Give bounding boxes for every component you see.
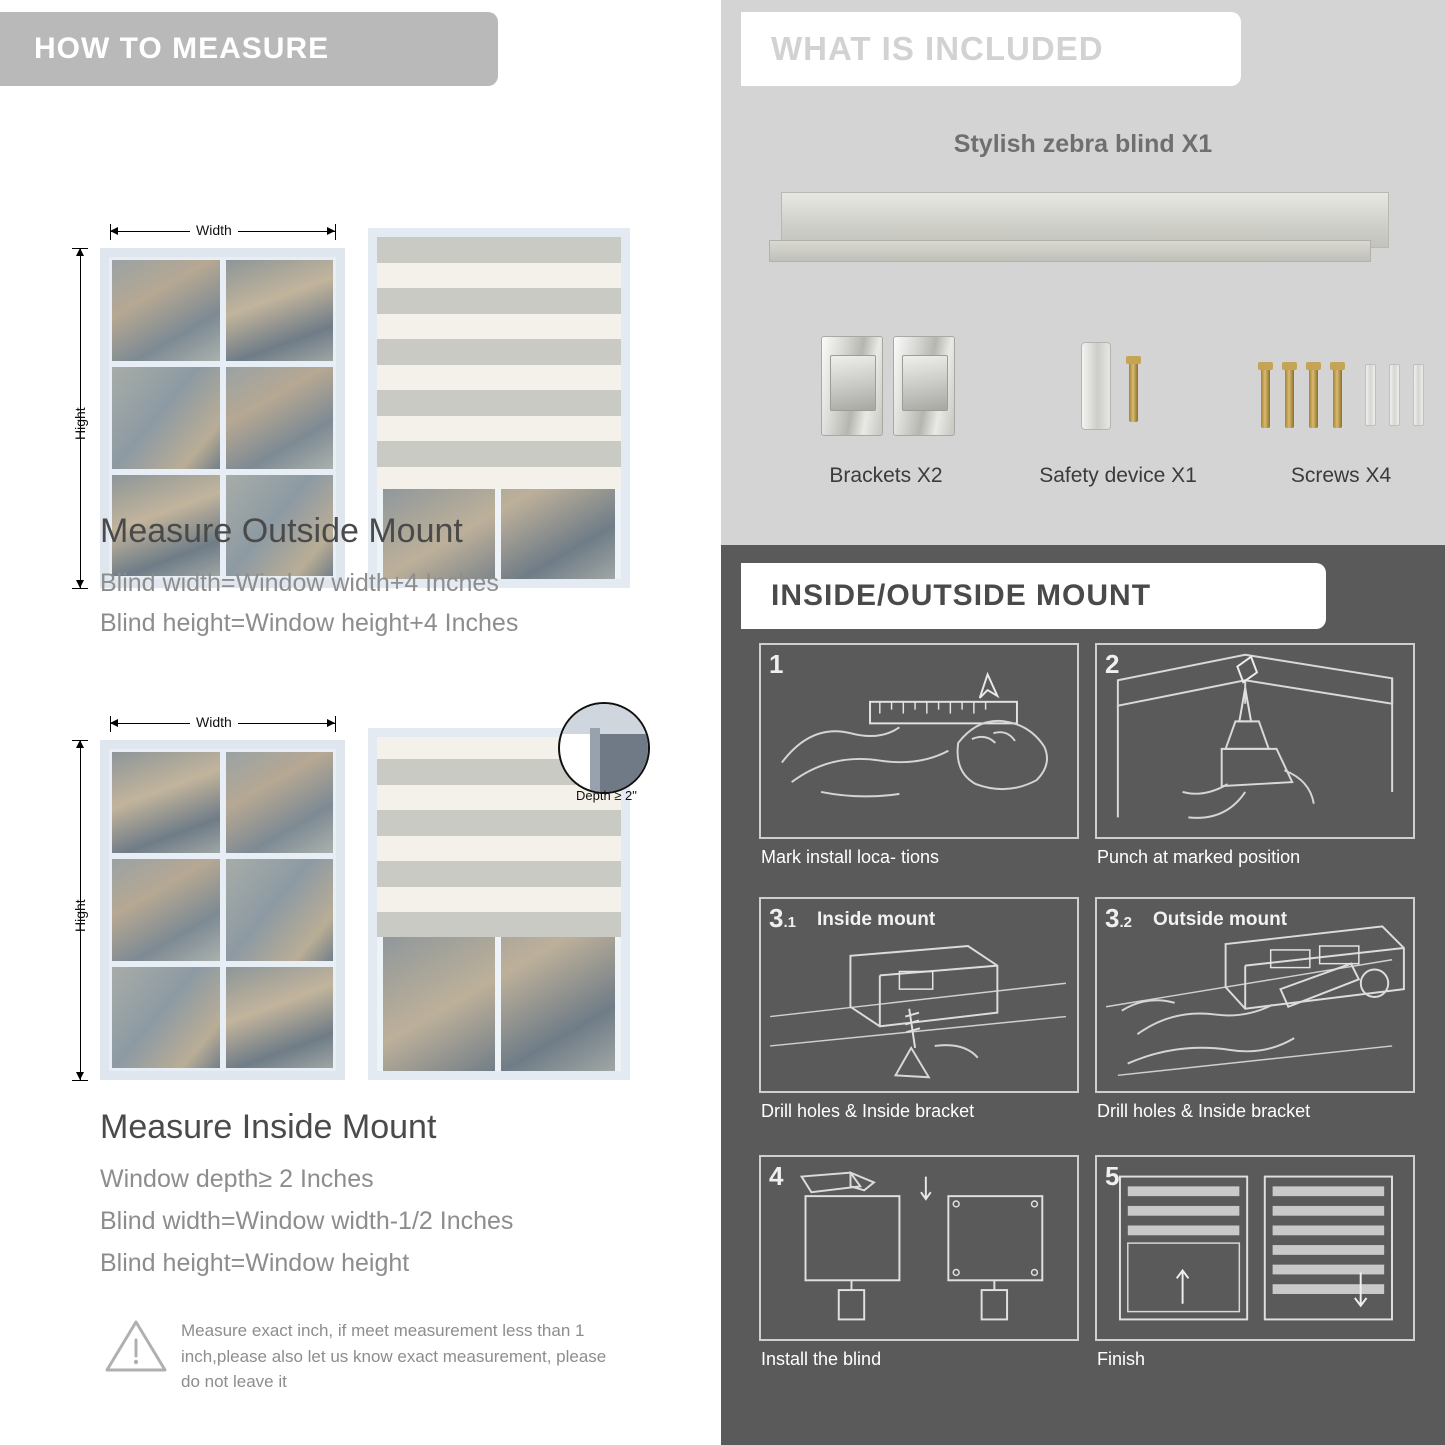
- part-safety-caption: Safety device X1: [1039, 464, 1197, 487]
- step-5-number: 5: [1105, 1161, 1120, 1191]
- inside-mount-line3: Blind height=Window height: [100, 1249, 410, 1277]
- window-photo-inside: [100, 740, 345, 1080]
- main-item-label: Stylish zebra blind X1: [953, 130, 1213, 158]
- what-is-included-banner: WHAT IS INCLUDED: [741, 12, 1241, 86]
- tick: [72, 1080, 88, 1081]
- safety-device-icon: [1081, 342, 1111, 430]
- inside-height-label: Hight: [72, 899, 88, 932]
- tick: [335, 224, 336, 240]
- part-brackets: [771, 318, 1001, 508]
- window-under-blind-inside: [377, 937, 621, 1071]
- inside-width-label: Width: [190, 714, 238, 730]
- inside-mount-title: Measure Inside Mount: [100, 1108, 437, 1146]
- step-4-caption: Install the blind: [761, 1349, 882, 1369]
- inside-mount-diagram: [0, 696, 712, 1116]
- step-3-1-number: 3.1: [769, 903, 796, 933]
- outside-mount-line2: Blind height=Window height+4 Inches: [100, 609, 519, 637]
- inside-mount-line1: Window depth≥ 2 Inches: [100, 1165, 374, 1193]
- outside-width-label: Width: [190, 222, 238, 238]
- step-2-illustration: [1097, 645, 1413, 837]
- step-4-illustration: [761, 1157, 1077, 1339]
- step-5: [1095, 1155, 1415, 1341]
- screw-icon: [1261, 362, 1270, 428]
- step-2-number: 2: [1105, 649, 1120, 679]
- step-3-1-caption: Drill holes & Inside bracket: [761, 1101, 975, 1121]
- step-4-number: 4: [769, 1161, 784, 1191]
- step-1-caption: Mark install loca- tions: [761, 847, 940, 867]
- wall-plug-icon: [1365, 364, 1376, 426]
- part-safety-device: [1009, 318, 1227, 508]
- step-5-caption: Finish: [1097, 1349, 1146, 1369]
- measurement-note-text: Measure exact inch, if meet measurement less than 1 inch,please also let us know exact measurement, please do not leave it: [181, 1321, 607, 1391]
- step-2-caption: Punch at marked position: [1097, 847, 1301, 867]
- step-3-2: [1095, 897, 1415, 1093]
- what-is-included-panel: [721, 0, 1445, 545]
- wall-plug-icon: [1413, 364, 1424, 426]
- tick: [110, 224, 111, 240]
- tick: [110, 716, 111, 732]
- inside-outside-mount-banner: INSIDE/OUTSIDE MOUNT: [741, 563, 1326, 629]
- tick: [72, 740, 88, 741]
- step-4: [759, 1155, 1079, 1341]
- zebra-fabric: [377, 237, 621, 489]
- screw-icon: [1333, 362, 1342, 428]
- zebra-blind-product-image: [769, 192, 1389, 262]
- step-3-1-title: Inside mount: [817, 909, 936, 930]
- step-5-illustration: [1097, 1157, 1413, 1339]
- tick: [72, 248, 88, 249]
- step-3-2-title: Outside mount: [1153, 909, 1288, 930]
- how-to-measure-banner: HOW TO MEASURE: [0, 12, 498, 86]
- inside-outside-mount-panel: [721, 545, 1445, 1445]
- step-3-2-number: 3.2: [1105, 903, 1132, 933]
- warning-triangle-icon: [105, 1318, 167, 1374]
- step-3-1: [759, 897, 1079, 1093]
- measurement-note: [105, 1318, 665, 1395]
- step-1: [759, 643, 1079, 839]
- screw-icon: [1285, 362, 1294, 428]
- bracket-icon: [893, 336, 955, 436]
- part-brackets-caption: Brackets X2: [829, 464, 943, 487]
- part-screws-caption: Screws X4: [1290, 464, 1392, 487]
- wall-plug-icon: [1389, 364, 1400, 426]
- depth-callout-circle: [558, 702, 650, 794]
- outside-height-label: Hight: [72, 407, 88, 440]
- outside-mount-diagram: [0, 100, 712, 520]
- screw-icon: [1129, 356, 1138, 422]
- how-to-measure-panel: [0, 0, 712, 1445]
- step-1-illustration: [761, 645, 1077, 837]
- tick: [335, 716, 336, 732]
- step-1-number: 1: [769, 649, 784, 679]
- tick: [72, 588, 88, 589]
- bracket-icon: [821, 336, 883, 436]
- screw-icon: [1309, 362, 1318, 428]
- depth-label: Depth ≥ 2": [576, 788, 637, 803]
- step-3-2-caption: Drill holes & Inside bracket: [1097, 1101, 1311, 1121]
- step-2: [1095, 643, 1415, 839]
- included-parts-row: [761, 318, 1401, 508]
- outside-mount-line1: Blind width=Window width+4 Inches: [100, 569, 499, 597]
- outside-mount-title: Measure Outside Mount: [100, 512, 463, 550]
- inside-mount-line2: Blind width=Window width-1/2 Inches: [100, 1207, 514, 1235]
- part-screws: [1231, 318, 1445, 508]
